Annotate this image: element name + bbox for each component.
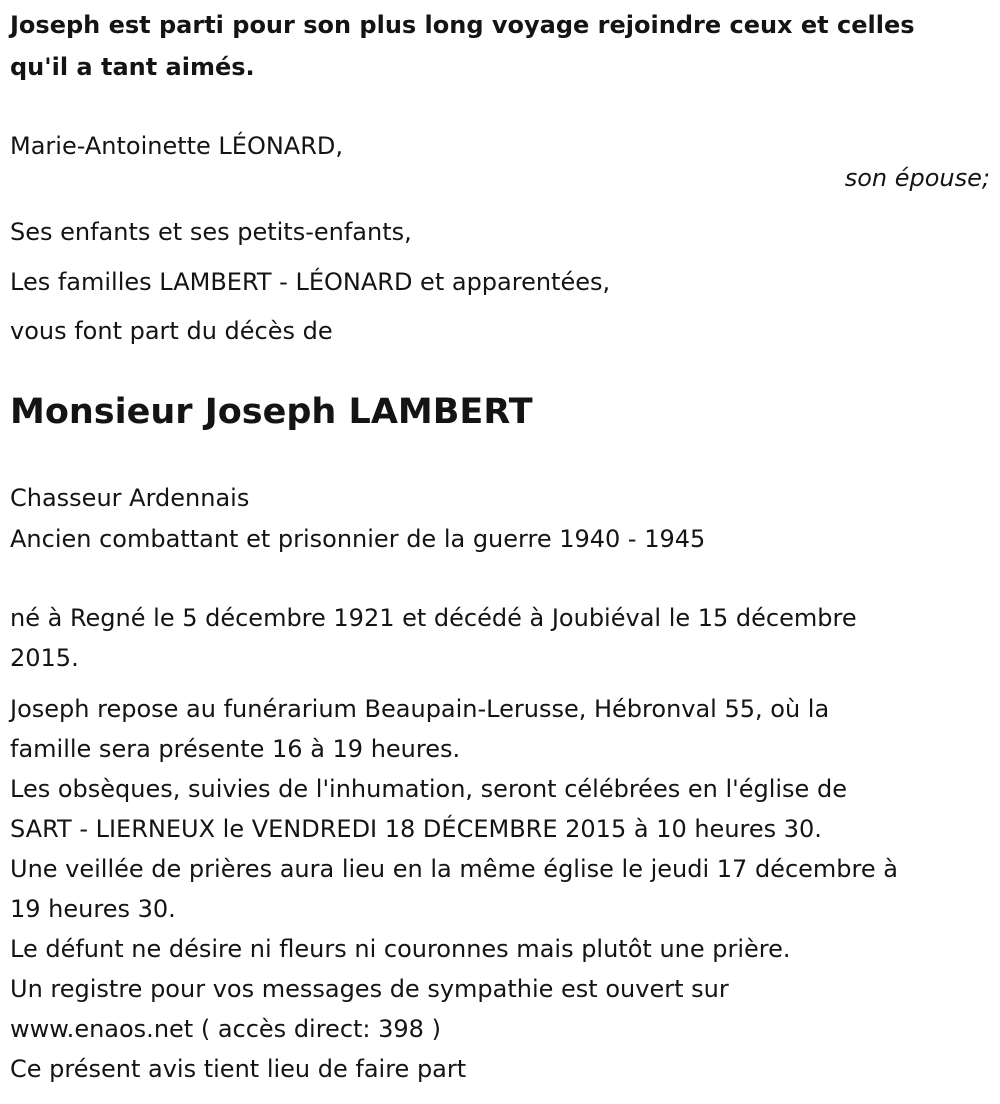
announce-line: vous font part du décès de — [10, 317, 333, 345]
deceased-title-1: Chasseur Ardennais — [10, 484, 250, 512]
deceased-name: Monsieur Joseph LAMBERT — [10, 392, 533, 432]
detail-line: SART - LIERNEUX le VENDREDI 18 DÉCEMBRE 2015 à 10 heures 30. — [10, 815, 822, 843]
detail-line: Un registre pour vos messages de sympathie est ouvert sur — [10, 975, 729, 1003]
deceased-title-2: Ancien combattant et prisonnier de la guerre 1940 - 1945 — [10, 525, 706, 553]
detail-line: www.enaos.net ( accès direct: 398 ) — [10, 1015, 441, 1043]
dates-line-1: né à Regné le 5 décembre 1921 et décédé à Joubiéval le 15 décembre — [10, 604, 857, 632]
intro-line-2: qu'il a tant aimés. — [10, 53, 255, 81]
detail-line: Ce présent avis tient lieu de faire part — [10, 1055, 467, 1083]
detail-line: Le défunt ne désire ni fleurs ni couronnes mais plutôt une prière. — [10, 935, 791, 963]
detail-line: Les obsèques, suivies de l'inhumation, seront célébrées en l'église de — [10, 775, 847, 803]
spouse-role: son épouse; — [844, 164, 990, 192]
spouse-name: Marie-Antoinette LÉONARD, — [10, 132, 344, 160]
detail-line: Une veillée de prières aura lieu en la même église le jeudi 17 décembre à — [10, 855, 898, 883]
children-line: Ses enfants et ses petits-enfants, — [10, 218, 412, 246]
families-line: Les familles LAMBERT - LÉONARD et apparentées, — [10, 268, 611, 296]
detail-line: Joseph repose au funérarium Beaupain-Lerusse, Hébronval 55, où la — [10, 695, 830, 723]
detail-line: 19 heures 30. — [10, 895, 176, 923]
detail-line: famille sera présente 16 à 19 heures. — [10, 735, 461, 763]
dates-line-2: 2015. — [10, 644, 79, 672]
intro-line-1: Joseph est parti pour son plus long voyage rejoindre ceux et celles — [10, 11, 915, 39]
